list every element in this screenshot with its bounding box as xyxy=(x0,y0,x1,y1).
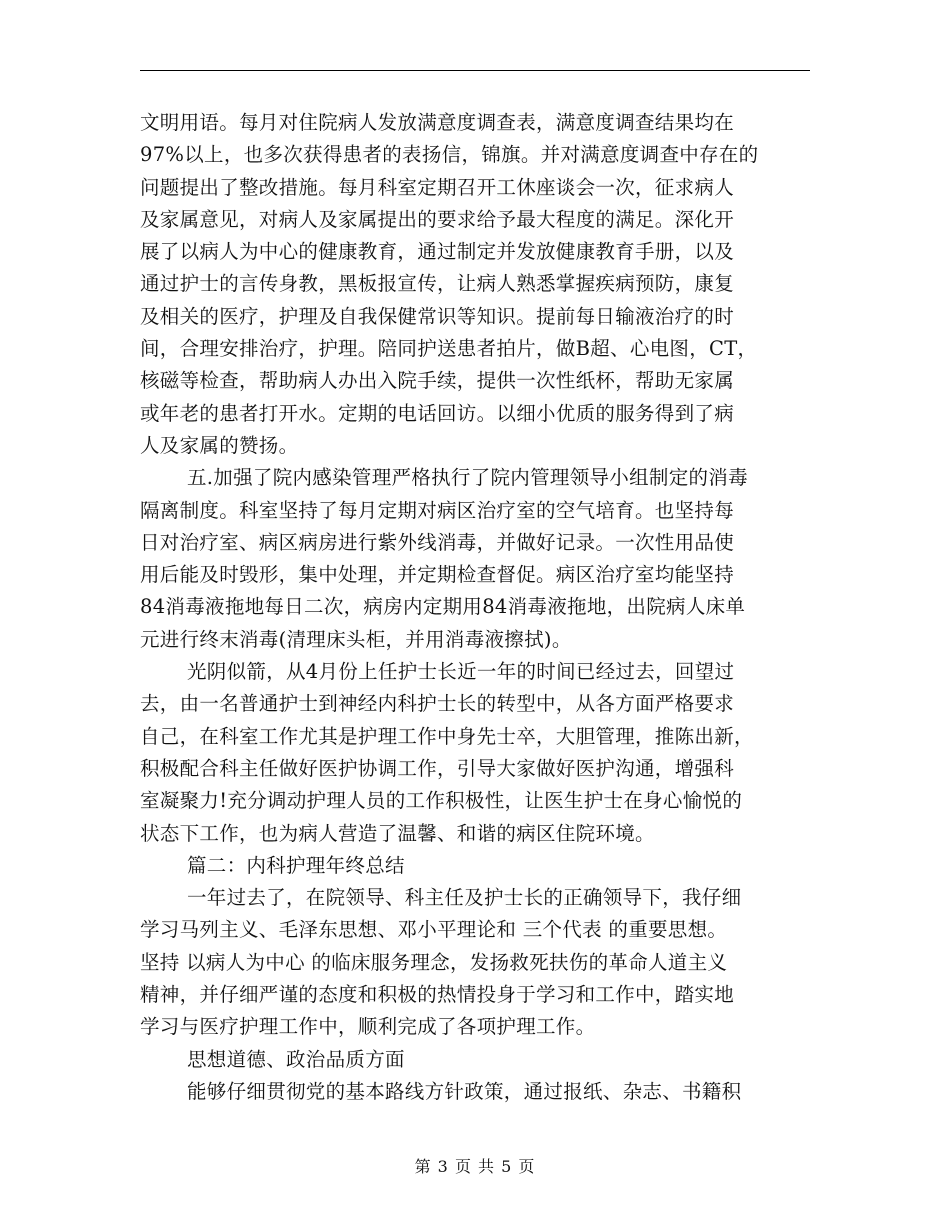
text-line: 核磁等检查，帮助病人办出入院手续，提供一次性纸杯，帮助无家属 xyxy=(140,369,735,393)
text-line: 五.加强了院内感染管理严格执行了院内管理领导小组制定的消毒 xyxy=(187,466,748,490)
text-line: 问题提出了整改措施。每月科室定期召开工休座谈会一次，征求病人 xyxy=(140,175,735,199)
text-line: 室凝聚力!充分调动护理人员的工作积极性，让医生护士在身心愉悦的 xyxy=(140,789,743,813)
text-line: 间，合理安排治疗，护理。陪同护送患者拍片，做B超、心电图，CT， xyxy=(140,337,758,361)
page-number: 第 3 页 共 5 页 xyxy=(414,1157,536,1176)
text-line: 通过护士的言传身教，黑板报宣传，让病人熟悉掌握疾病预防，康复 xyxy=(140,272,735,296)
text-line: 隔离制度。科室坚持了每月定期对病区治疗室的空气培育。也坚持每 xyxy=(140,498,735,522)
text-line: 学习马列主义、毛泽东思想、邓小平理论和 三个代表 的重要思想。 xyxy=(140,918,728,942)
text-line: 展了以病人为中心的健康教育，通过制定并发放健康教育手册，以及 xyxy=(140,240,735,264)
text-line: 用后能及时毁形，集中处理，并定期检查督促。病区治疗室均能坚持 xyxy=(140,563,735,587)
text-line: 篇二：内科护理年终总结 xyxy=(187,853,405,877)
text-line: 日对治疗室、病区病房进行紫外线消毒，并做好记录。一次性用品使 xyxy=(140,530,735,554)
text-line: 及相关的医疗，护理及自我保健常识等知识。提前每日输液治疗的时 xyxy=(140,304,735,328)
header-rule xyxy=(140,70,810,71)
text-line: 状态下工作，也为病人营造了温馨、和谐的病区住院环境。 xyxy=(140,821,655,845)
text-line: 及家属意见，对病人及家属提出的要求给予最大程度的满足。深化开 xyxy=(140,207,735,231)
text-line: 文明用语。每月对住院病人发放满意度调查表，满意度调查结果均在 xyxy=(140,111,735,134)
text-line: 人及家属的赞扬。 xyxy=(140,433,299,457)
text-line: 思想道德、政治品质方面 xyxy=(187,1047,405,1071)
text-line: 一年过去了，在院领导、科主任及护士长的正确领导下，我仔细 xyxy=(187,886,742,910)
text-line: 去，由一名普通护士到神经内科护士长的转型中，从各方面严格要求 xyxy=(140,692,735,716)
text-line: 或年老的患者打开水。定期的电话回访。以细小优质的服务得到了病 xyxy=(140,401,735,425)
body-text xyxy=(140,107,820,1108)
text-line: 自己，在科室工作尤其是护理工作中身先士卒，大胆管理，推陈出新， xyxy=(140,724,754,748)
text-line: 积极配合科主任做好医护协调工作，引导大家做好医护沟通，增强科 xyxy=(140,756,735,780)
text-line: 学习与医疗护理工作中，顺利完成了各项护理工作。 xyxy=(140,1015,596,1039)
text-line: 97%以上，也多次获得患者的表扬信，锦旗。并对满意度调查中存在的 xyxy=(140,143,759,167)
text-line: 精神，并仔细严谨的态度和积极的热情投身于学习和工作中，踏实地 xyxy=(140,983,735,1007)
text-line: 光阴似箭，从4月份上任护士长近一年的时间已经过去，回望过 xyxy=(187,660,735,684)
text-line: 元进行终末消毒(清理床头柜，并用消毒液擦拭)。 xyxy=(140,627,572,651)
text-line: 84消毒液拖地每日二次，病房内定期用84消毒液拖地，出院病人床单 xyxy=(140,595,746,619)
text-line: 能够仔细贯彻党的基本路线方针政策，通过报纸、杂志、书籍积 xyxy=(187,1079,742,1103)
text-line: 坚持 以病人为中心 的临床服务理念，发扬救死扶伤的革命人道主义 xyxy=(140,950,728,974)
